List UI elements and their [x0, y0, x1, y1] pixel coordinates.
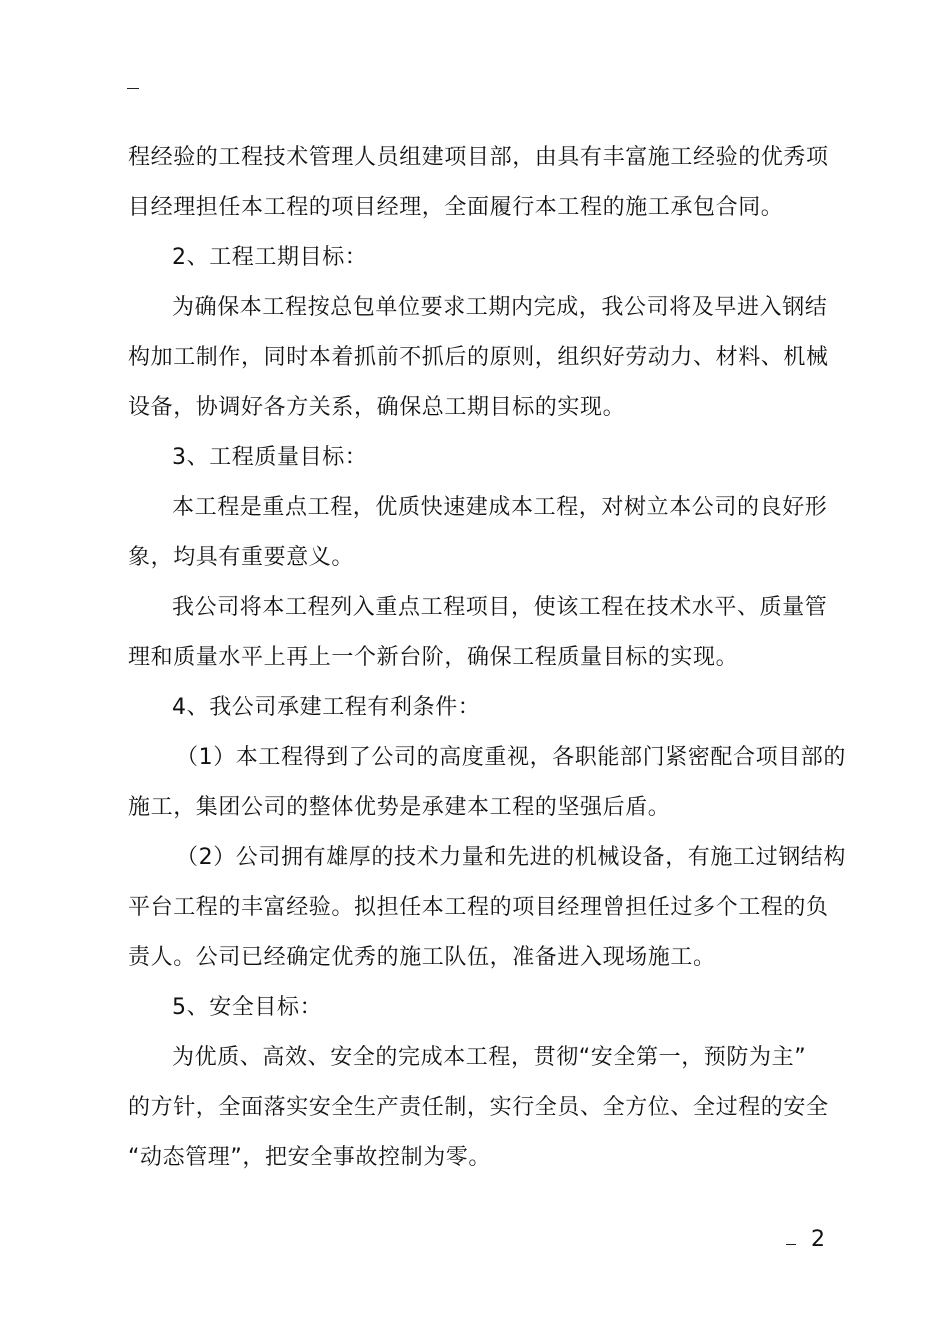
paragraph-line: 象，均具有重要意义。 — [128, 545, 355, 570]
header-mark — [127, 88, 139, 89]
list-item: （2）公司拥有雄厚的技术力量和先进的机械设备，有施工过钢结构 — [176, 845, 846, 870]
paragraph-line: 为优质、高效、安全的完成本工程，贯彻“安全第一，预防为主” — [172, 1045, 807, 1070]
paragraph-line: 目经理担任本工程的项目经理，全面履行本工程的施工承包合同。 — [128, 195, 784, 220]
paragraph-line: 的方针，全面落实安全生产责任制，实行全员、全方位、全过程的安全 — [128, 1095, 829, 1120]
footer-mark — [786, 1244, 796, 1245]
paragraph-line: 构加工制作，同时本着抓前不抓后的原则，组织好劳动力、材料、机械 — [128, 345, 829, 370]
section-heading: 2、工程工期目标： — [172, 245, 368, 270]
section-heading: 3、工程质量目标： — [172, 445, 368, 470]
paragraph-line: “动态管理”，把安全事故控制为零。 — [128, 1145, 491, 1170]
list-item: （1）本工程得到了公司的高度重视，各职能部门紧密配合项目部的 — [176, 745, 846, 770]
paragraph-line: 我公司将本工程列入重点工程项目，使该工程在技术水平、质量管 — [172, 595, 828, 620]
paragraph-line: 设备，协调好各方关系，确保总工期目标的实现。 — [128, 395, 626, 420]
paragraph-line: 理和质量水平上再上一个新台阶，确保工程质量目标的实现。 — [128, 645, 739, 670]
page-number: 2 — [811, 1227, 825, 1252]
paragraph-line: 责人。公司已经确定优秀的施工队伍，准备进入现场施工。 — [128, 945, 716, 970]
paragraph-line: 平台工程的丰富经验。拟担任本工程的项目经理曾担任过多个工程的负 — [128, 895, 829, 920]
paragraph-line: 本工程是重点工程，优质快速建成本工程，对树立本公司的良好形 — [172, 495, 828, 520]
paragraph-line: 为确保本工程按总包单位要求工期内完成，我公司将及早进入钢结 — [172, 295, 828, 320]
paragraph-line: 程经验的工程技术管理人员组建项目部，由具有丰富施工经验的优秀项 — [128, 145, 829, 170]
section-heading: 4、我公司承建工程有利条件： — [172, 695, 481, 720]
section-heading: 5、安全目标： — [172, 995, 323, 1020]
paragraph-line: 施工，集团公司的整体优势是承建本工程的坚强后盾。 — [128, 795, 671, 820]
